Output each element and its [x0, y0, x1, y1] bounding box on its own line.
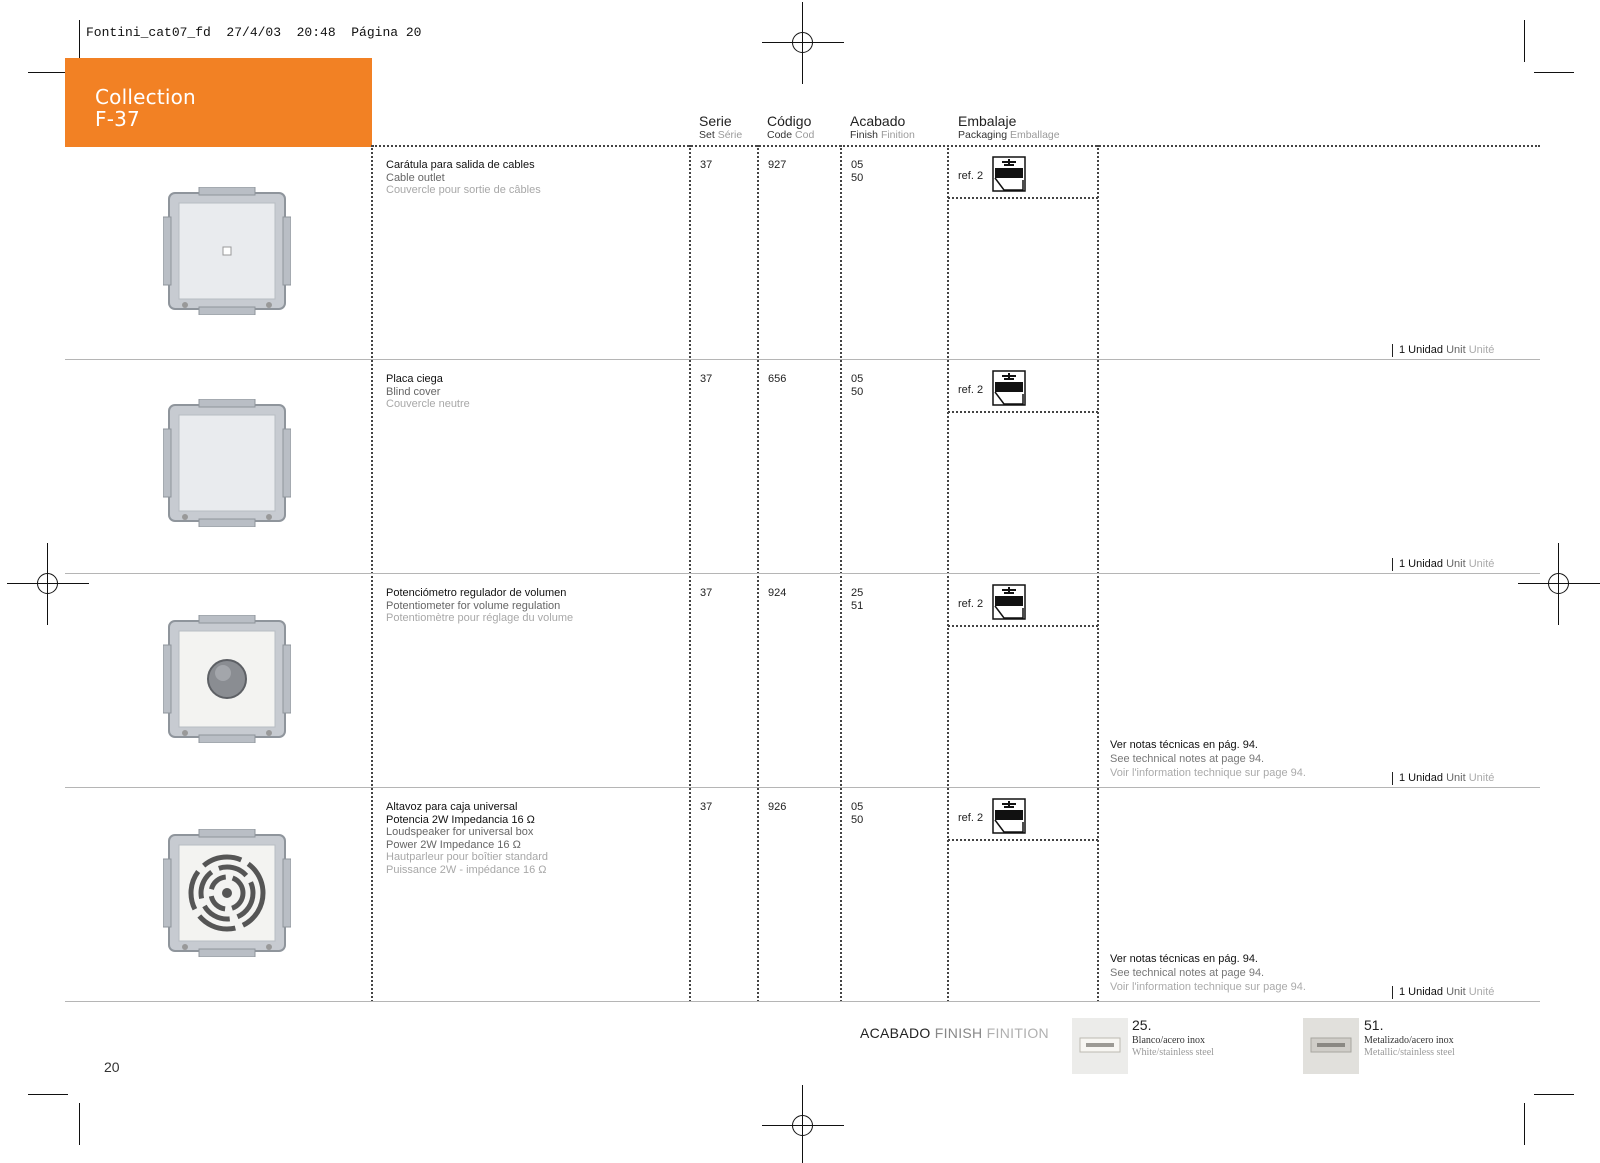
blind-cover-plate-image	[163, 399, 291, 527]
crop-mark	[1534, 72, 1574, 73]
packaging-separator	[948, 197, 1098, 199]
collection-label: Collection	[95, 85, 196, 109]
row-packaging-ref: ref. 2	[958, 598, 984, 610]
loudspeaker-plate-image	[163, 829, 291, 957]
row-packaging-ref: ref. 2	[958, 812, 984, 824]
row-acabado: 05 50	[851, 373, 864, 398]
crop-mark	[79, 1103, 80, 1145]
column-header-serie: Serie Set Série	[699, 113, 743, 141]
packaging-separator	[948, 625, 1098, 627]
unit-label: 1 Unidad Unit Unité	[1392, 558, 1494, 571]
finish-name: Blanco/acero inox	[1132, 1035, 1206, 1046]
finish-swatch-white	[1072, 1018, 1128, 1074]
volume-potentiometer-image	[163, 615, 291, 743]
unit-label: 1 Unidad Unit Unité	[1392, 772, 1494, 785]
packaging-box-icon	[992, 584, 1026, 620]
row-description: Placa ciega Blind cover Couvercle neutre	[386, 373, 470, 410]
row-separator	[65, 1001, 1540, 1002]
unit-label: 1 Unidad Unit Unité	[1392, 986, 1494, 999]
crop-mark	[1534, 1094, 1574, 1095]
crop-mark	[1524, 20, 1525, 62]
packaging-box-icon	[992, 798, 1026, 834]
crop-mark	[79, 20, 80, 62]
row-acabado: 05 50	[851, 801, 864, 826]
column-header-embalaje: Embalaje Packaging Emballage	[958, 113, 1060, 141]
row-serie: 37	[700, 159, 713, 171]
packaging-box-icon	[992, 370, 1026, 406]
table-row	[0, 787, 1600, 1001]
column-header-acabado: Acabado Finish Finition	[850, 113, 915, 141]
unit-label: 1 Unidad Unit Unité	[1392, 344, 1494, 357]
technical-notes: Ver notas técnicas en pág. 94. See technical notes at page 94. Voir l'information technique sur page 94.	[1110, 953, 1306, 993]
table-row	[0, 573, 1600, 787]
collection-title-box	[65, 58, 372, 147]
column-header-codigo: Código Code Cod	[767, 113, 815, 141]
registration-mark-top	[762, 2, 844, 84]
packaging-box-icon	[992, 156, 1026, 192]
row-codigo: 656	[768, 373, 787, 385]
finish-name-en: Metallic/stainless steel	[1364, 1047, 1455, 1058]
finish-swatch-metallic	[1303, 1018, 1359, 1074]
row-description: Potenciómetro regulador de volumen Potentiometer for volume regulation Potentiomètre pour réglage du volume	[386, 587, 574, 624]
collection-code: F-37	[95, 107, 140, 131]
table-row	[0, 359, 1600, 573]
row-serie: 37	[700, 801, 713, 813]
row-description: Altavoz para caja universal Potencia 2W Impedancia 16 Ω Loudspeaker for universal box Power 2W Impedance 16 Ω Hautparleur pour boîtier standard Puissance 2W - impédance 16 Ω	[386, 801, 549, 876]
registration-mark-bottom	[762, 1085, 844, 1163]
finish-code: 51.	[1364, 1017, 1384, 1033]
row-description: Carátula para salida de cables Cable outlet Couvercle pour sortie de câbles	[386, 159, 541, 196]
packaging-separator	[948, 839, 1098, 841]
row-acabado: 25 51	[851, 587, 864, 612]
cable-outlet-plate-image	[163, 187, 291, 315]
crop-mark	[1524, 1103, 1525, 1145]
finish-legend-label: ACABADO FINISH FINITION	[860, 1025, 1049, 1041]
finish-name-en: White/stainless steel	[1132, 1047, 1214, 1058]
row-codigo: 927	[768, 159, 787, 171]
crop-mark	[28, 72, 68, 73]
row-packaging-ref: ref. 2	[958, 170, 984, 182]
row-serie: 37	[700, 373, 713, 385]
technical-notes: Ver notas técnicas en pág. 94. See technical notes at page 94. Voir l'information technique sur page 94.	[1110, 739, 1306, 779]
row-serie: 37	[700, 587, 713, 599]
finish-code: 25.	[1132, 1017, 1152, 1033]
print-slug: Fontini_cat07_fd 27/4/03 20:48 Página 20	[86, 25, 422, 40]
finish-name: Metalizado/acero inox	[1364, 1035, 1454, 1046]
table-row	[0, 145, 1600, 359]
page-number: 20	[104, 1059, 120, 1075]
row-packaging-ref: ref. 2	[958, 384, 984, 396]
row-codigo: 926	[768, 801, 787, 813]
crop-mark	[28, 1094, 68, 1095]
row-codigo: 924	[768, 587, 787, 599]
row-acabado: 05 50	[851, 159, 864, 184]
packaging-separator	[948, 411, 1098, 413]
